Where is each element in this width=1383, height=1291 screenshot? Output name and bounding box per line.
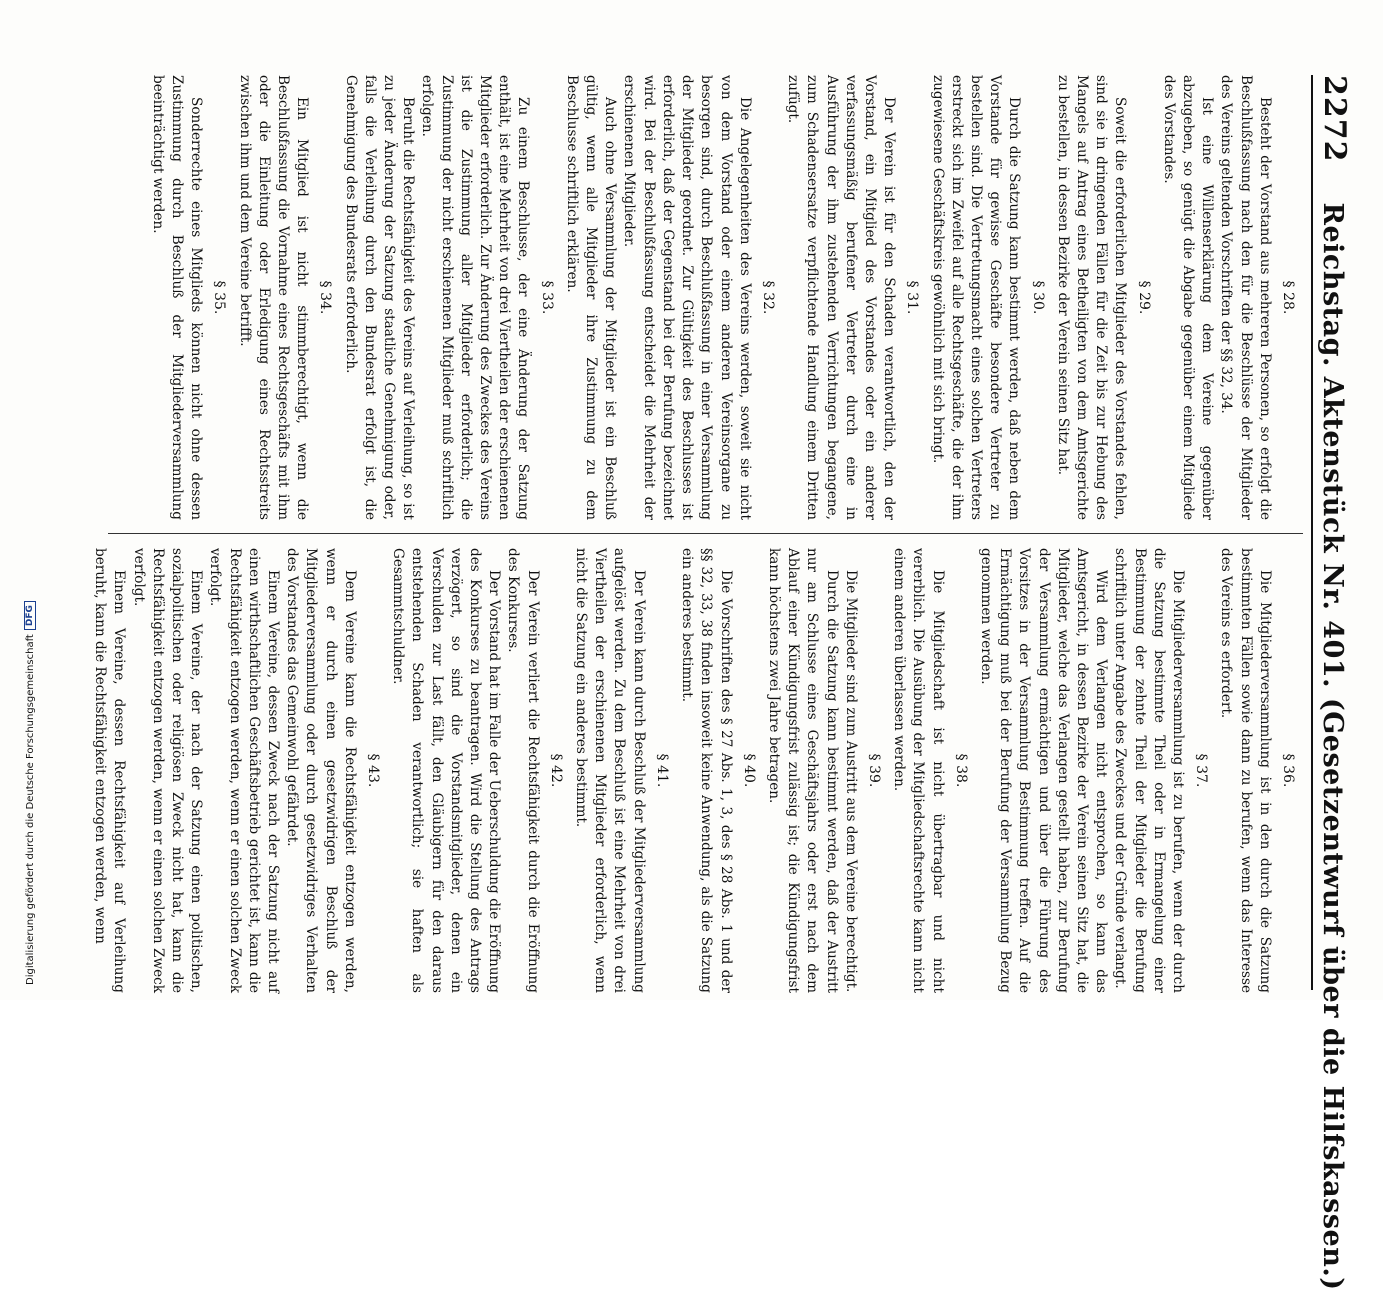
left-column bbox=[108, 75, 1303, 520]
section-paragraph: Wird dem Verlangen nicht entsprochen, so kann das Amtsgericht, in dessen Bezirke der Verein seinen Sitz hat, die Mitglieder, welche das Verlangen gestellt haben, zur Berufung der Versammlung ermächtigen und über die Führung des Vorsitzes in der Versammlung Bestimmung treffen. Auf die Ermächtigung muß bei der Berufung der Versammlung Bezug genommen werden. bbox=[977, 548, 1110, 993]
section-paragraph: Der Verein verliert die Rechtsfähigkeit durch die Eröffnung des Konkurses. bbox=[505, 548, 541, 993]
section-paragraph: Dem Vereine kann die Rechtsfähigkeit entzogen werden, wenn er durch einen gesetzwidrigen Beschluß der Mitgliederversammlung oder durch gesetzwidriges Verhalten des Vorstandes das Gemeinwohl gefährdet. bbox=[284, 548, 358, 993]
section-heading: § 28. bbox=[1280, 280, 1296, 315]
section-paragraph: Zu einem Beschlusse, der eine Änderung der Satzung enthält, ist eine Mehrheit von drei Viertheilen der erschienenen Mitglieder erforderlich. Zur Änderung des Zweckes des Vereins ist die Zustimmung aller Mitglieder erforderlich; die Zustimmung der nicht erschienenen Mitglieder muß schriftlich erfolgen. bbox=[419, 75, 532, 520]
section-heading: § 29. bbox=[1135, 280, 1152, 315]
section-paragraph: Sonderrechte eines Mitglieds können nicht ohne dessen Zustimmung durch Beschluß der Mitgliederversammlung beeinträchtigt werden. bbox=[149, 75, 205, 520]
section-paragraph: Einem Vereine, dessen Rechtsfähigkeit auf Verleihung beruht, kann die Rechtsfähigkeit entzogen werden, wenn bbox=[92, 548, 128, 993]
section-heading: § 35. bbox=[211, 280, 228, 315]
section-paragraph: Der Verein ist für den Schaden verantwortlich, den der Vorstand, ein Mitglied des Vorstandes oder ein anderer verfassungsmäßig berufener Vertreter durch eine in Ausführung der ihm zustehenden Verrichtungen begangene, zum Schadensersatze verpflichtende Handlung einem Dritten zufügt. bbox=[785, 75, 898, 520]
section-heading: § 36. bbox=[1280, 753, 1296, 788]
section-paragraph: Die Mitgliedschaft ist nicht übertragbar und nicht vererblich. Die Ausübung der Mitgliedschaftsrechte kann nicht einem anderen überlassen werden. bbox=[891, 548, 946, 993]
dfg-logo: DFG bbox=[24, 601, 36, 630]
section-heading: § 32. bbox=[759, 280, 776, 315]
page-header bbox=[1311, 75, 1371, 1291]
section-paragraph: Der Verein kann durch Beschluß der Mitgliederversammlung aufgelöst werden. Zu dem Beschluß ist eine Mehrheit von drei Viertheilen der erschienenen Mitglieder erforderlich, wenn nicht die Satzung ein anderes bestimmt. bbox=[573, 548, 647, 993]
section-heading: § 40. bbox=[740, 753, 757, 788]
section-paragraph: Die Mitgliederversammlung ist zu berufen, wenn der durch die Satzung bestimmte Theil oder in Ermangelung einer Bestimmung der zehnte Theil der Mitglieder die Berufung schriftlich unter Angabe des Zweckes und der Gründe verlangt. bbox=[1112, 548, 1186, 993]
text-columns bbox=[92, 75, 1303, 993]
section-paragraph: Soweit die erforderlichen Mitglieder des Vorstandes fehlen, sind sie in dringenden Fällen für die Zeit bis zur Hebung des Mangels auf Antrag eines Betheiligten von dem Amtsgerichte zu bestellen, in dessen Bezirke der Verein seinen Sitz hat. bbox=[1054, 75, 1129, 520]
section-heading: § 42. bbox=[547, 753, 564, 788]
section-heading: § 31. bbox=[904, 280, 921, 315]
section-paragraph: Die Vorschriften des § 27 Abs. 1, 3, des § 28 Abs. 1 und der §§ 32, 33, 38 finden insoweit keine Anwendung, als die Satzung ein anderes bestimmt. bbox=[679, 548, 734, 993]
running-head: Reichstag. Aktenstück Nr. 401. (Gesetzentwurf über die Hilfskassen.) bbox=[1317, 202, 1348, 1291]
section-paragraph: Einem Vereine, der nach der Satzung einen politischen, sozialpolitischen oder religiösen Zweck nicht hat, kann die Rechtsfähigkeit entzogen werden, wenn er einen solchen Zweck verfolgt. bbox=[130, 548, 205, 993]
section-paragraph: Einem Vereine, dessen Zweck nach der Satzung nicht auf einen wirthschaftlichen Geschäftsbetrieb gerichtet ist, kann die Rechtsfähigkeit entzogen werden, wenn er einen solchen Zweck verfolgt. bbox=[207, 548, 282, 993]
section-paragraph: Durch die Satzung kann bestimmt werden, daß der Austritt nur am Schlusse eines Geschäftsjahrs oder erst nach dem Ablauf einer Kündigungsfrist zulässig ist; die Kündigungsfrist kann höchstens zwei Jahre betragen. bbox=[765, 548, 840, 993]
digitization-note-text: Digitalisierung gefördert durch die Deutsche Forschungsgemeinschaft bbox=[24, 634, 36, 985]
section-heading: § 30. bbox=[1029, 280, 1046, 315]
page-number: 2272 bbox=[1317, 75, 1352, 163]
section-paragraph: Ist eine Willenserklärung dem Vereine gegenüber abzugeben, so genügt die Abgabe gegenüber einem Mitgliede des Vorstandes. bbox=[1160, 75, 1216, 520]
section-paragraph: Besteht der Vorstand aus mehreren Personen, so erfolgt die Beschlußfassung nach den für die Beschlüsse der Mitglieder des Vereins geltenden Vorschriften der §§ 32, 34. bbox=[1218, 75, 1273, 520]
section-paragraph: Die Mitglieder sind zum Austritt aus dem Vereine berechtigt. bbox=[842, 570, 859, 993]
section-paragraph: Beruht die Rechtsfähigkeit des Vereins auf Verleihung, so ist zu jeder Änderung der Satzung staatliche Genehmigung oder, falls die Verleihung durch den Bundesrat erfolgt ist, die Genehmigung des Bundesrats erforderlich. bbox=[342, 75, 417, 520]
section-paragraph: Durch die Satzung kann bestimmt werden, daß neben dem Vorstande für gewisse Geschäfte besondere Vertreter zu bestellen sind. Die Vertretungsmacht eines solchen Vertreters erstreckt sich im Zweifel auf alle Rechtsgeschäfte, die der ihm zugewiesene Geschäftskreis gewöhnlich mit sich bringt. bbox=[929, 75, 1023, 520]
section-heading: § 33. bbox=[538, 280, 555, 315]
section-heading: § 41. bbox=[653, 753, 670, 788]
section-heading: § 43. bbox=[365, 753, 382, 788]
right-column bbox=[92, 548, 1303, 993]
section-paragraph: Auch ohne Versammlung der Mitglieder ist ein Beschluß gültig, wenn alle Mitglieder ihre Zustimmung zu dem Beschlusse schriftlich erklären. bbox=[563, 75, 619, 520]
section-heading: § 39. bbox=[865, 753, 882, 788]
digitization-note bbox=[24, 601, 36, 985]
column-divider bbox=[108, 533, 1303, 534]
section-paragraph: Die Mitgliederversammlung ist in den durch die Satzung bestimmten Fällen sowie dann zu berufen, wenn das Interesse des Vereins es erfordert. bbox=[1218, 548, 1273, 993]
section-heading: § 34. bbox=[317, 280, 334, 315]
section-paragraph: Die Angelegenheiten des Vereins werden, soweit sie nicht von dem Vorstand oder einem anderen Vereinsorgane zu besorgen sind, durch Beschlußfassung in einer Versammlung der Mitglieder geordnet. Zur Gültigkeit des Beschlusses ist erforderlich, daß der Gegenstand bei der Berufung bezeichnet wird. Bei der Beschlußfassung entscheidet die Mehrheit der erschienenen Mitglieder. bbox=[621, 75, 753, 520]
section-paragraph: Ein Mitglied ist nicht stimmberechtigt, wenn die Beschlußfassung die Vornahme eines Rechtsgeschäfts mit ihm oder die Einleitung oder Erledigung eines Rechtsstreits zwischen ihm und dem Vereine betrifft. bbox=[236, 75, 311, 520]
section-paragraph: Der Vorstand hat im Falle der Ueberschuldung die Eröffnung des Konkurses zu beantragen. Wird die Stellung des Antrags verzögert, so sind die Vorstandsmitglieder, denen ein Verschulden zur Last fällt, den Gläubigern für den daraus entstehenden Schaden verantwortlich; sie haften als Gesammtschuldner. bbox=[390, 548, 503, 993]
section-heading: § 38. bbox=[952, 753, 969, 788]
section-heading: § 37. bbox=[1193, 753, 1210, 788]
